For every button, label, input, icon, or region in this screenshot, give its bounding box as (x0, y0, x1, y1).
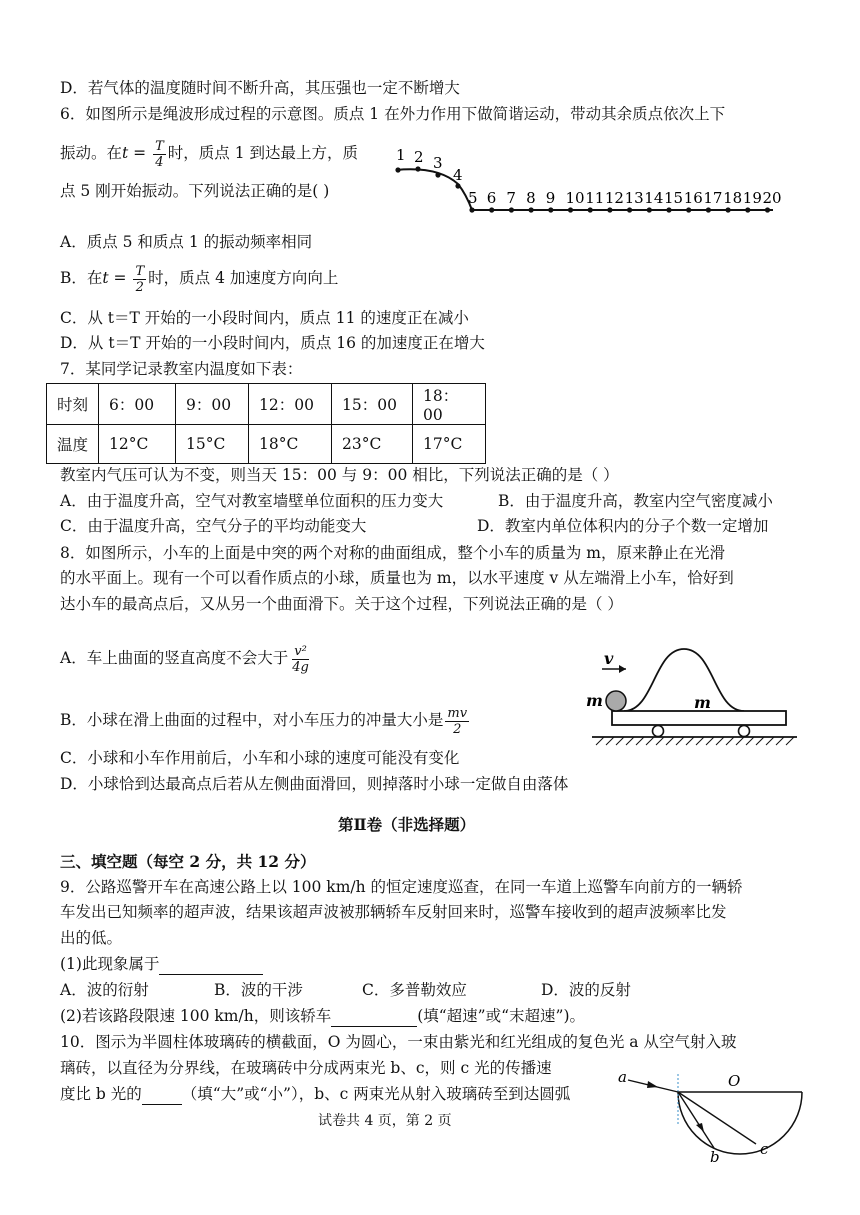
q6-optb-t: t (102, 269, 109, 287)
table-cell: 6：00 (99, 384, 176, 425)
rope-point (588, 207, 593, 212)
table-cell: 18°C (249, 425, 332, 464)
page-footer: 试卷共 4 页，第 2 页 (318, 1113, 452, 1129)
q6-stem-line3: 点 5 刚开始振动。下列说法正确的是( ) (60, 182, 330, 200)
rope-point-label: 2 (414, 148, 424, 166)
frac-den: 4g (292, 659, 309, 675)
rope-point (469, 207, 474, 212)
rope-point-label: 19 (742, 189, 762, 207)
rope-point-label: 4 (453, 166, 463, 184)
rope-points (395, 146, 781, 213)
cart-wheel-left (653, 726, 664, 737)
rope-point-label: 13 (624, 189, 644, 207)
rope-point-label: 6 (486, 189, 497, 207)
q10-stem-line3 (60, 1084, 570, 1105)
q7-intro: 7．某同学记录教室内温度如下表： (60, 360, 303, 378)
q9-blank-2[interactable] (331, 1006, 417, 1027)
q10-line3b: （填“大”或“小”），b、c 两束光从射入玻璃砖至到达圆弧 (181, 1085, 571, 1103)
ray-c (678, 1092, 756, 1144)
q8-stem-line1: 8．如图所示，小车的上面是中突的两个对称的曲面组成，整个小车的质量为 m，原来静止在光滑 (60, 544, 725, 562)
q6-option-a: A．质点 5 和质点 1 的振动频率相同 (60, 233, 313, 251)
table-cell: 12°C (99, 425, 176, 464)
table-cell: 12：00 (249, 384, 332, 425)
q9-option-d: D．波的反射 (541, 981, 631, 999)
frac-den: 4 (155, 154, 164, 170)
table-header-time: 时刻 (47, 384, 99, 425)
frac-num: T (155, 138, 164, 154)
cart-body (612, 711, 786, 725)
rope-point-label: 18 (723, 189, 743, 207)
rope-point-label: 11 (585, 189, 605, 207)
ray-a-arrow (647, 1081, 658, 1088)
ray-b-arrow (696, 1123, 704, 1132)
label-c: c (760, 1140, 769, 1158)
q6-optb-eq: = (108, 269, 132, 287)
table-row (47, 425, 486, 464)
q9-sub2b-text: (填“超速”或“末超速”)。 (417, 1007, 585, 1025)
label-b: b (710, 1148, 720, 1166)
rope-point (395, 167, 400, 172)
q10-blank-1[interactable] (142, 1084, 182, 1105)
table-row (47, 384, 486, 425)
semicircle-arc (678, 1092, 802, 1154)
q8-optb-text: B．小球在滑上曲面的过程中，对小车压力的冲量大小是 (60, 711, 444, 729)
label-O: O (728, 1072, 741, 1090)
rope-point (548, 207, 553, 212)
rope-point (415, 166, 420, 171)
rope-point (455, 183, 460, 188)
q6-stem-line1: 6．如图所示是绳波形成过程的示意图。质点 1 在外力作用下做简谐运动，带动其余质点依次上下 (60, 105, 726, 123)
label-m-car: m (694, 693, 711, 712)
rope-point (607, 207, 612, 212)
q8-stem-line3: 达小车的最高点后，又从另一个曲面滑下。关于这个过程，下列说法正确的是（ ） (60, 595, 623, 613)
rope-point (666, 207, 671, 212)
rope-point (647, 207, 652, 212)
rope-point (726, 207, 731, 212)
q9-sub1 (60, 954, 263, 975)
q8-frac-b (445, 706, 469, 737)
rope-point-label: 7 (506, 189, 516, 207)
velocity-arrowhead (619, 665, 626, 673)
rope-point-label: 1 (396, 146, 406, 164)
rope-point (489, 207, 494, 212)
q8-opta-text: A．车上曲面的竖直高度不会大于 (60, 649, 289, 667)
rope-point-label: 9 (545, 189, 556, 207)
q6-rope-wave-figure (388, 144, 788, 220)
rope-point (686, 207, 691, 212)
frac-num: v² (294, 643, 307, 659)
rope-point-label: 3 (433, 154, 443, 172)
q9-option-a: A．波的衍射 (60, 981, 149, 999)
q10-line3a: 度比 b 光的 (60, 1085, 142, 1103)
q6-optb-b: 时，质点 4 加速度方向向上 (148, 269, 339, 287)
table-cell: 23°C (332, 425, 413, 464)
frac-num: T (135, 263, 145, 279)
q10-stem-line1: 10．图示为半圆柱体玻璃砖的横截面，O 为圆心，一束由紫光和红光组成的复色光 a 从空气射入玻 (60, 1033, 737, 1051)
rope-point-label: 17 (703, 189, 723, 207)
q9-sub2a-text: (2)若该路段限速 100 km/h，则该轿车 (60, 1007, 332, 1025)
rope-point (435, 172, 440, 177)
frac-num: mv (447, 705, 468, 721)
q7-option-b: B．由于温度升高，教室内空气密度减小 (498, 492, 773, 510)
q10-glass-figure (612, 1066, 822, 1166)
rope-point-label: 10 (565, 189, 585, 207)
rope-point-label: 8 (526, 189, 536, 207)
q6-option-b (60, 263, 338, 295)
rope-point (568, 207, 573, 212)
temperature-table (46, 383, 486, 464)
table-cell: 15°C (176, 425, 249, 464)
section-3-title: 三、填空题（每空 2 分，共 12 分） (60, 852, 316, 871)
rope-point-label: 12 (604, 189, 624, 207)
q8-option-d: D．小球恰到达最高点后若从左侧曲面滑回，则掉落时小球一定做自由落体 (60, 775, 569, 793)
section-2-title: 第Ⅱ卷（非选择题） (338, 815, 476, 834)
q9-sub2 (60, 1006, 585, 1027)
q9-blank-1[interactable] (159, 954, 263, 975)
q9-option-c: C．多普勒效应 (362, 981, 467, 999)
q7-option-c: C．由于温度升高，空气分子的平均动能变大 (60, 517, 367, 535)
rope-point (509, 207, 514, 212)
frac-den: 2 (453, 721, 462, 737)
q8-option-c: C．小球和小车作用前后，小车和小球的速度可能没有变化 (60, 749, 460, 767)
table-cell: 9：00 (176, 384, 249, 425)
cart-wheel-right (739, 726, 750, 737)
rope-point-label: 5 (468, 189, 478, 207)
q10-stem-line2: 璃砖，以直径为分界线，在玻璃砖中分成两束光 b、c，则 c 光的传播速 (60, 1059, 552, 1077)
label-m-ball: m (586, 691, 603, 710)
q6-stem-line2 (60, 138, 358, 170)
rope-point-label: 15 (664, 189, 684, 207)
cart-hump (624, 649, 744, 711)
label-v: v (604, 649, 614, 668)
q9-option-b: B．波的干涉 (214, 981, 303, 999)
q9-stem-line1: 9．公路巡警开车在高速公路上以 100 km/h 的恒定速度巡查，在同一车道上巡警车向前方的一辆轿 (60, 878, 743, 896)
q7-option-a: A．由于温度升高，空气对教室墙壁单位面积的压力变大 (60, 492, 444, 510)
q8-stem-line2: 的水平面上。现有一个可以看作质点的小球，质量也为 m，以水平速度 v 从左端滑上小车，恰好到 (60, 569, 734, 587)
q7-stem: 教室内气压可认为不变，则当天 15：00 与 9：00 相比，下列说法正确的是（ ） (60, 466, 619, 484)
rope-point (529, 207, 534, 212)
q8-cart-figure (582, 645, 802, 750)
q6-t: t (122, 144, 129, 162)
q6-eq: = (128, 144, 152, 162)
table-cell: 17°C (413, 425, 486, 464)
rope-point (627, 207, 632, 212)
ball (606, 691, 626, 711)
q6-optb-a: B．在 (60, 269, 103, 287)
q9-sub1-text: (1)此现象属于 (60, 955, 160, 973)
ground-hatch (596, 737, 794, 745)
rope-point (745, 207, 750, 212)
q6-line2b: 时，质点 1 到达最上方，质 (167, 144, 358, 162)
q8-option-a (60, 638, 313, 678)
q6-frac-t2 (133, 264, 146, 295)
q6-frac-t4 (153, 139, 166, 170)
ray-b (678, 1092, 714, 1148)
q6-line2a: 振动。在 (60, 144, 123, 162)
rope-point-label: 16 (683, 189, 703, 207)
table-cell: 15：00 (332, 384, 413, 425)
table-cell: 18：00 (413, 384, 486, 425)
rope-point (765, 207, 770, 212)
q5-option-d: D．若气体的温度随时间不断升高，其压强也一定不断增大 (60, 79, 460, 97)
q8-frac-a (290, 644, 311, 675)
rope-point-label: 20 (762, 189, 782, 207)
q9-stem-line2: 车发出已知频率的超声波，结果该超声波被那辆轿车反射回来时，巡警车接收到的超声波频率比发 (60, 903, 727, 921)
rope-point (706, 207, 711, 212)
frac-den: 2 (135, 279, 144, 295)
table-header-temp: 温度 (47, 425, 99, 464)
q8-option-b (60, 700, 471, 740)
q6-option-c: C．从 t＝T 开始的一小段时间内，质点 11 的速度正在减小 (60, 309, 469, 327)
q9-stem-line3: 出的低。 (60, 929, 123, 947)
q6-option-d: D．从 t＝T 开始的一小段时间内，质点 16 的加速度正在增大 (60, 334, 485, 352)
rope-point-label: 14 (644, 189, 664, 207)
label-a: a (618, 1068, 627, 1086)
q7-option-d: D．教室内单位体积内的分子个数一定增加 (477, 517, 769, 535)
